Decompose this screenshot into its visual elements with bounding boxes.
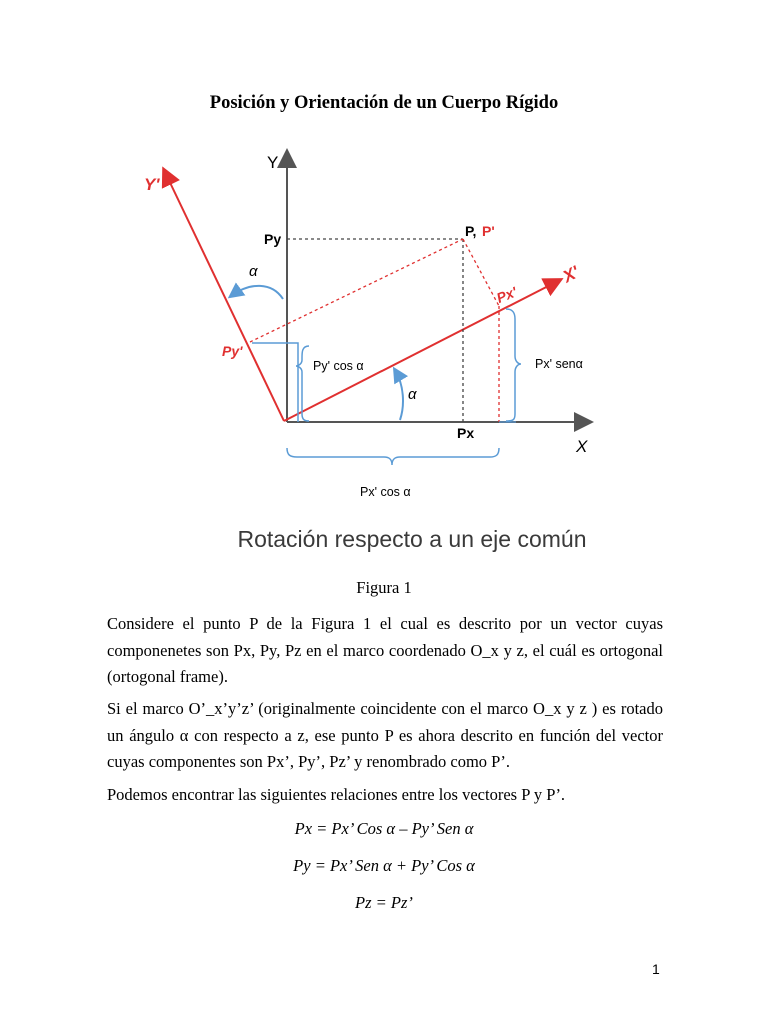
paragraph-2: Si el marco O’_x’y’z’ (originalmente coincidente con el marco O_x y z ) es rotado un ángulo α con respecto a z, ese punto P es ahora descrito en función del vector cuyas componentes son Px’, Py’, Pz’ y renombrado como P’. (107, 699, 663, 771)
x-prime-axis (284, 280, 560, 421)
label-alpha-top: α (249, 263, 258, 280)
alpha-top-arc (231, 286, 283, 299)
page-title: Posición y Orientación de un Cuerpo Rígido (209, 93, 559, 113)
py-prime-projection (250, 239, 463, 342)
label-px-prime-cos: Px' cos α (360, 485, 411, 499)
alpha-bottom-arc (395, 370, 403, 420)
label-y-prime: Y' (144, 175, 160, 194)
label-px-prime: Px' (494, 283, 520, 307)
paragraph-3: Podemos encontrar las siguientes relaciones entre los vectores P y P’. (107, 785, 566, 804)
px-prime-cos-brace (287, 448, 499, 465)
equation-py: Py = Px’ Sen α + Py’ Cos α (293, 856, 475, 875)
equation-pz: Pz = Pz’ (355, 893, 413, 912)
label-x-prime: X' (559, 262, 583, 287)
rotation-diagram (0, 140, 768, 520)
label-px-prime-sen: Px' senα (535, 357, 583, 371)
px-prime-sen-brace (506, 309, 521, 421)
page-number: 1 (652, 961, 660, 977)
label-alpha-bottom: α (408, 386, 417, 403)
label-px: Px (457, 425, 475, 441)
paragraph-1: Considere el punto P de la Figura 1 el cual es descrito por un vector cuyas componenetes son Px, Py, Pz en el marco coordenado O_x y z, el cuál es ortogonal (ortogonal frame). (107, 614, 663, 686)
px-prime-projection (463, 239, 499, 306)
label-p-prime: P' (482, 223, 495, 239)
label-py-prime: Py' (222, 343, 243, 359)
figure-caption: Figura 1 (356, 578, 412, 597)
label-py: Py (264, 231, 282, 247)
label-x: X (576, 437, 588, 456)
figure-subtitle: Rotación respecto a un eje común (237, 526, 587, 552)
py-prime-cos-box (252, 343, 298, 422)
label-y: Y (267, 153, 279, 172)
label-py-prime-cos: Py' cos α (313, 359, 364, 373)
y-prime-axis (164, 170, 284, 421)
label-p: P, (465, 223, 477, 239)
equation-px: Px = Px’ Cos α – Py’ Sen α (294, 819, 474, 838)
